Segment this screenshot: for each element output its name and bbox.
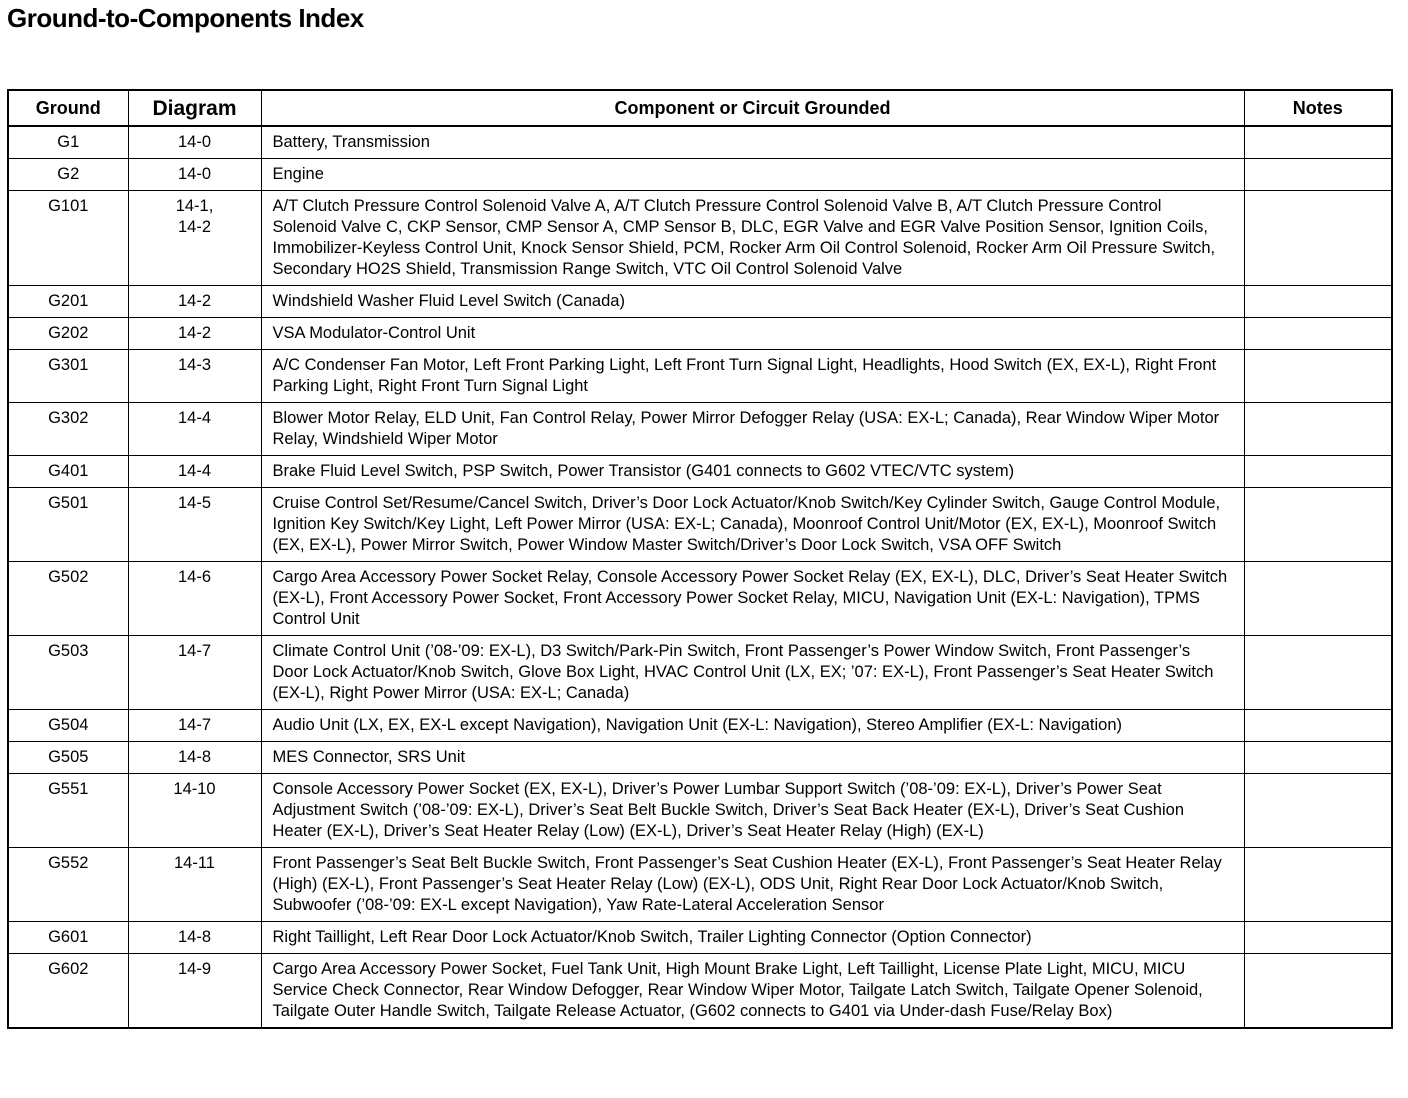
notes-cell [1244, 710, 1392, 742]
diagram-ref [128, 286, 261, 318]
diagram-ref-line: 14-3 [177, 356, 212, 374]
ground-id: G301 [8, 350, 128, 403]
notes-cell [1244, 488, 1392, 562]
notes-cell [1244, 126, 1392, 159]
header-row [8, 90, 1392, 126]
table-row [8, 286, 1392, 318]
notes-cell [1244, 456, 1392, 488]
diagram-ref [128, 636, 261, 710]
table-row [8, 350, 1392, 403]
header-diagram: Diagram [128, 90, 261, 126]
notes-cell [1244, 562, 1392, 636]
table-row [8, 456, 1392, 488]
ground-id: G101 [8, 191, 128, 286]
ground-components-table [7, 89, 1393, 1029]
diagram-ref-line: 14-11 [174, 854, 215, 872]
header-notes: Notes [1244, 90, 1392, 126]
notes-cell [1244, 954, 1392, 1029]
table-row [8, 159, 1392, 191]
ground-id: G552 [8, 848, 128, 922]
ground-id: G1 [8, 126, 128, 159]
notes-cell [1244, 922, 1392, 954]
diagram-ref-line: 14-2 [177, 218, 212, 236]
diagram-ref-line: 14-2 [177, 292, 212, 310]
header-ground: Ground [8, 90, 128, 126]
components-grounded: Cruise Control Set/Resume/Cancel Switch, Driver’s Door Lock Actuator/Knob Switch/Key Cylinder Switch, Gauge Control Module, Ignition Key Switch/Key Light, Left Power Mirror (USA: EX-L; Canada), Moonroof Control Unit/Motor (EX, EX-L), Moonroof Switch (EX, EX-L), Power Mirror Switch, Power Window Master Switch/Driver’s Door Lock Switch, VSA OFF Switch [261, 488, 1244, 562]
notes-cell [1244, 742, 1392, 774]
table-row [8, 922, 1392, 954]
diagram-ref-line: 14-1, [175, 197, 214, 215]
diagram-ref [128, 922, 261, 954]
notes-cell [1244, 159, 1392, 191]
diagram-ref [128, 562, 261, 636]
table-row [8, 848, 1392, 922]
ground-id: G2 [8, 159, 128, 191]
components-grounded: A/T Clutch Pressure Control Solenoid Valve A, A/T Clutch Pressure Control Solenoid Valve B, A/T Clutch Pressure Control Solenoid Valve C, CKP Sensor, CMP Sensor A, CMP Sensor B, DLC, EGR Valve and EGR Valve Position Sensor, Ignition Coils, Immobilizer-Keyless Control Unit, Knock Sensor Shield, PCM, Rocker Arm Oil Control Solenoid, Rocker Arm Oil Pressure Switch, Secondary HO2S Shield, Transmission Range Switch, VTC Oil Control Solenoid Valve [261, 191, 1244, 286]
diagram-ref-line: 14-5 [177, 494, 212, 512]
components-grounded: Cargo Area Accessory Power Socket, Fuel Tank Unit, High Mount Brake Light, Left Taillight, License Plate Light, MICU, MICU Service Check Connector, Rear Window Defogger, Rear Window Wiper Motor, Tailgate Latch Switch, Tailgate Opener Solenoid, Tailgate Outer Handle Switch, Tailgate Release Actuator, (G602 connects to G401 via Under-dash Fuse/Relay Box) [261, 954, 1244, 1029]
components-grounded: Brake Fluid Level Switch, PSP Switch, Power Transistor (G401 connects to G602 VTEC/VTC system) [261, 456, 1244, 488]
diagram-ref [128, 848, 261, 922]
table-row [8, 774, 1392, 848]
notes-cell [1244, 350, 1392, 403]
diagram-ref [128, 488, 261, 562]
table-row [8, 562, 1392, 636]
notes-cell [1244, 286, 1392, 318]
diagram-ref [128, 159, 261, 191]
diagram-ref [128, 954, 261, 1029]
components-grounded: Climate Control Unit (’08-’09: EX-L), D3 Switch/Park-Pin Switch, Front Passenger’s Power Window Switch, Front Passenger’s Door Lock Actuator/Knob Switch, Glove Box Light, HVAC Control Unit (LX, EX; ’07: EX-L), Front Passenger’s Seat Heater Switch (EX-L), Right Power Mirror (USA: EX-L; Canada) [261, 636, 1244, 710]
diagram-ref-line: 14-7 [177, 642, 212, 660]
components-grounded: Front Passenger’s Seat Belt Buckle Switch, Front Passenger’s Seat Cushion Heater (EX-L), Front Passenger’s Seat Heater Relay (High) (EX-L), Front Passenger’s Seat Heater Relay (Low) (EX-L), ODS Unit, Right Rear Door Lock Actuator/Knob Switch, Subwoofer (’08-’09: EX-L except Navigation), Yaw Rate-Lateral Acceleration Sensor [261, 848, 1244, 922]
table-row [8, 191, 1392, 286]
page-title: Ground-to-Components Index [7, 3, 364, 33]
table-row [8, 126, 1392, 159]
notes-cell [1244, 848, 1392, 922]
diagram-ref [128, 456, 261, 488]
components-grounded: Right Taillight, Left Rear Door Lock Actuator/Knob Switch, Trailer Lighting Connector (Option Connector) [261, 922, 1244, 954]
components-grounded: VSA Modulator-Control Unit [261, 318, 1244, 350]
diagram-ref-line: 14-6 [177, 568, 212, 586]
diagram-ref-line: 14-4 [177, 409, 212, 427]
table-row [8, 318, 1392, 350]
diagram-ref [128, 350, 261, 403]
diagram-ref [128, 774, 261, 848]
diagram-ref-line: 14-0 [177, 133, 212, 151]
table-row [8, 742, 1392, 774]
diagram-ref [128, 191, 261, 286]
components-grounded: Cargo Area Accessory Power Socket Relay, Console Accessory Power Socket Relay (EX, EX-L), DLC, Driver’s Seat Heater Switch (EX-L), Front Accessory Power Socket, Front Accessory Power Socket Relay, MICU, Navigation Unit (EX-L: Navigation), TPMS Control Unit [261, 562, 1244, 636]
components-grounded: Blower Motor Relay, ELD Unit, Fan Control Relay, Power Mirror Defogger Relay (USA: EX-L; Canada), Rear Window Wiper Motor Relay, Windshield Wiper Motor [261, 403, 1244, 456]
components-grounded: Console Accessory Power Socket (EX, EX-L), Driver’s Power Lumbar Support Switch (’08-’09: EX-L), Driver’s Power Seat Adjustment Switch (’08-’09: EX-L), Driver’s Seat Belt Buckle Switch, Driver’s Seat Back Heater (EX-L), Driver’s Seat Cushion Heater (EX-L), Driver’s Seat Heater Relay (Low) (EX-L), Driver’s Seat Heater Relay (High) (EX-L) [261, 774, 1244, 848]
diagram-ref-line: 14-0 [177, 165, 212, 183]
notes-cell [1244, 403, 1392, 456]
table-row [8, 710, 1392, 742]
components-grounded: Engine [261, 159, 1244, 191]
notes-cell [1244, 191, 1392, 286]
notes-cell [1244, 318, 1392, 350]
diagram-ref-line: 14-8 [177, 748, 212, 766]
diagram-ref-line: 14-2 [177, 324, 212, 342]
diagram-ref [128, 318, 261, 350]
ground-id: G201 [8, 286, 128, 318]
components-grounded: Battery, Transmission [261, 126, 1244, 159]
diagram-ref-line: 14-8 [177, 928, 212, 946]
ground-id: G302 [8, 403, 128, 456]
diagram-ref-line: 14-4 [177, 462, 212, 480]
components-grounded: Audio Unit (LX, EX, EX-L except Navigation), Navigation Unit (EX-L: Navigation), Stereo Amplifier (EX-L: Navigation) [261, 710, 1244, 742]
components-grounded: Windshield Washer Fluid Level Switch (Canada) [261, 286, 1244, 318]
diagram-ref-line: 14-7 [177, 716, 212, 734]
ground-id: G601 [8, 922, 128, 954]
diagram-ref [128, 710, 261, 742]
components-grounded: MES Connector, SRS Unit [261, 742, 1244, 774]
table-header [8, 90, 1392, 126]
ground-id: G202 [8, 318, 128, 350]
diagram-ref [128, 742, 261, 774]
table-row [8, 954, 1392, 1029]
diagram-ref-line: 14-9 [177, 960, 212, 978]
table-row [8, 488, 1392, 562]
ground-id: G551 [8, 774, 128, 848]
header-components: Component or Circuit Grounded [261, 90, 1244, 126]
ground-id: G504 [8, 710, 128, 742]
diagram-ref [128, 403, 261, 456]
diagram-ref-line: 14-10 [173, 780, 216, 798]
diagram-ref [128, 126, 261, 159]
ground-id: G501 [8, 488, 128, 562]
notes-cell [1244, 774, 1392, 848]
ground-id: G401 [8, 456, 128, 488]
ground-id: G602 [8, 954, 128, 1029]
components-grounded: A/C Condenser Fan Motor, Left Front Parking Light, Left Front Turn Signal Light, Headlights, Hood Switch (EX, EX-L), Right Front Parking Light, Right Front Turn Signal Light [261, 350, 1244, 403]
table-row [8, 636, 1392, 710]
ground-id: G505 [8, 742, 128, 774]
table-row [8, 403, 1392, 456]
table-body [8, 126, 1392, 1028]
ground-id: G503 [8, 636, 128, 710]
notes-cell [1244, 636, 1392, 710]
ground-id: G502 [8, 562, 128, 636]
